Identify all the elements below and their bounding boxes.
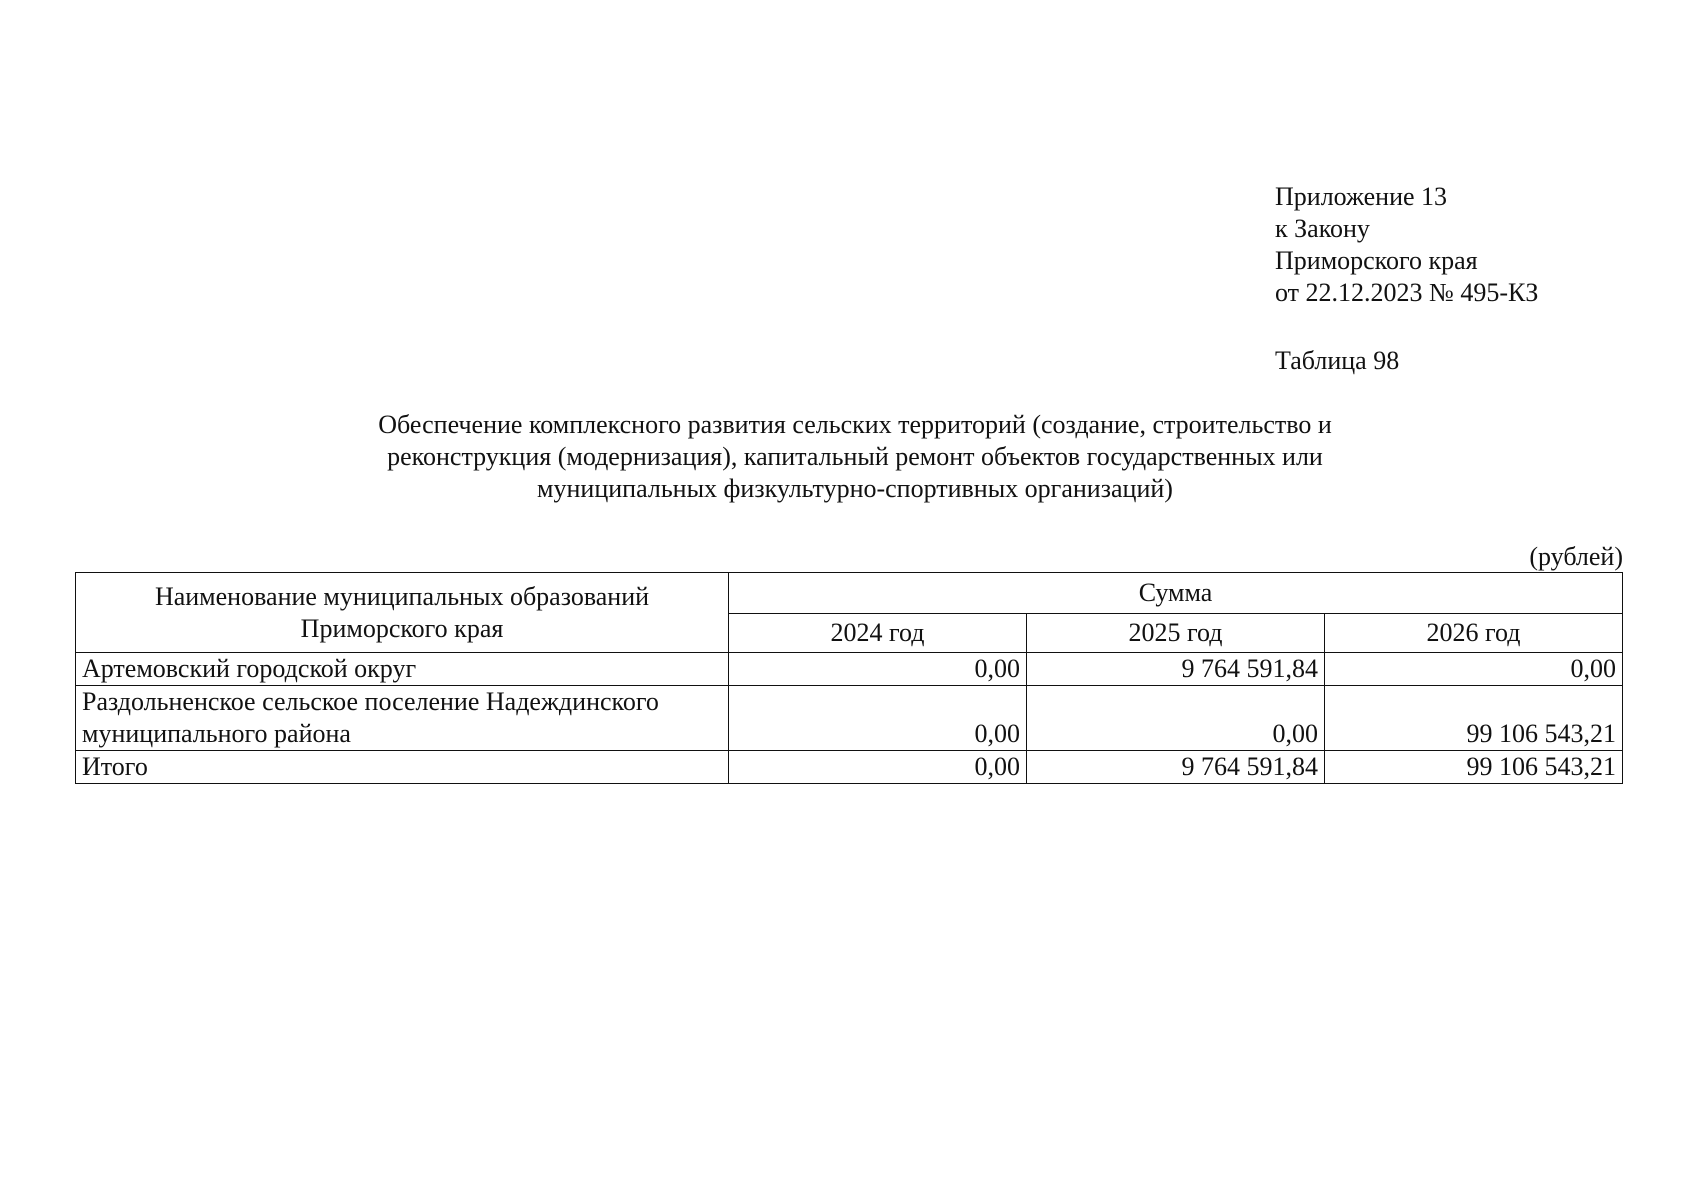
- table-total-row: [76, 751, 1623, 784]
- value-2026: 99 106 543,21: [1325, 686, 1623, 751]
- municipality-name: [76, 653, 729, 686]
- header-municipality-line: Наименование муниципальных образований: [154, 581, 650, 611]
- value-2025: 0,00: [1027, 686, 1325, 751]
- document-title: [300, 409, 1410, 505]
- header-sum: Сумма: [729, 573, 1623, 614]
- municipality-name-line: Артемовский городской округ: [82, 654, 417, 683]
- title-line: Обеспечение комплексного развития сельских территорий (создание, строительство и: [378, 410, 1332, 439]
- table-row: [76, 686, 1623, 751]
- appendix-line: Приложение 13: [1275, 182, 1448, 211]
- table-header-row: [76, 573, 1623, 614]
- municipality-name: [76, 686, 729, 751]
- header-municipality: [76, 573, 729, 653]
- value-2025: 9 764 591,84: [1027, 653, 1325, 686]
- appendix-line: Приморского края: [1275, 246, 1478, 275]
- header-municipality-line: Приморского края: [300, 613, 504, 643]
- total-label: Итого: [76, 751, 729, 784]
- appendix-line: от 22.12.2023 № 495-КЗ: [1275, 278, 1539, 307]
- header-year-2026: 2026 год: [1325, 614, 1623, 653]
- table-row: [76, 653, 1623, 686]
- appendix-reference: [1275, 181, 1538, 309]
- units-label: (рублей): [1529, 542, 1623, 571]
- total-2025: 9 764 591,84: [1027, 751, 1325, 784]
- municipality-name-line: муниципального района: [82, 719, 351, 748]
- title-line: муниципальных физкультурно-спортивных организаций): [537, 474, 1173, 503]
- appendix-line: к Закону: [1275, 214, 1370, 243]
- value-2024: 0,00: [729, 686, 1027, 751]
- value-2026: 0,00: [1325, 653, 1623, 686]
- table-number: Таблица 98: [1275, 346, 1400, 375]
- header-year-2024: 2024 год: [729, 614, 1027, 653]
- title-line: реконструкция (модернизация), капитальный ремонт объектов государственных или: [387, 442, 1323, 471]
- value-2024: 0,00: [729, 653, 1027, 686]
- total-2026: 99 106 543,21: [1325, 751, 1623, 784]
- total-2024: 0,00: [729, 751, 1027, 784]
- municipality-name-line: Раздольненское сельское поселение Надеждинского: [82, 687, 659, 716]
- header-year-2025: 2025 год: [1027, 614, 1325, 653]
- budget-table: [75, 572, 1623, 784]
